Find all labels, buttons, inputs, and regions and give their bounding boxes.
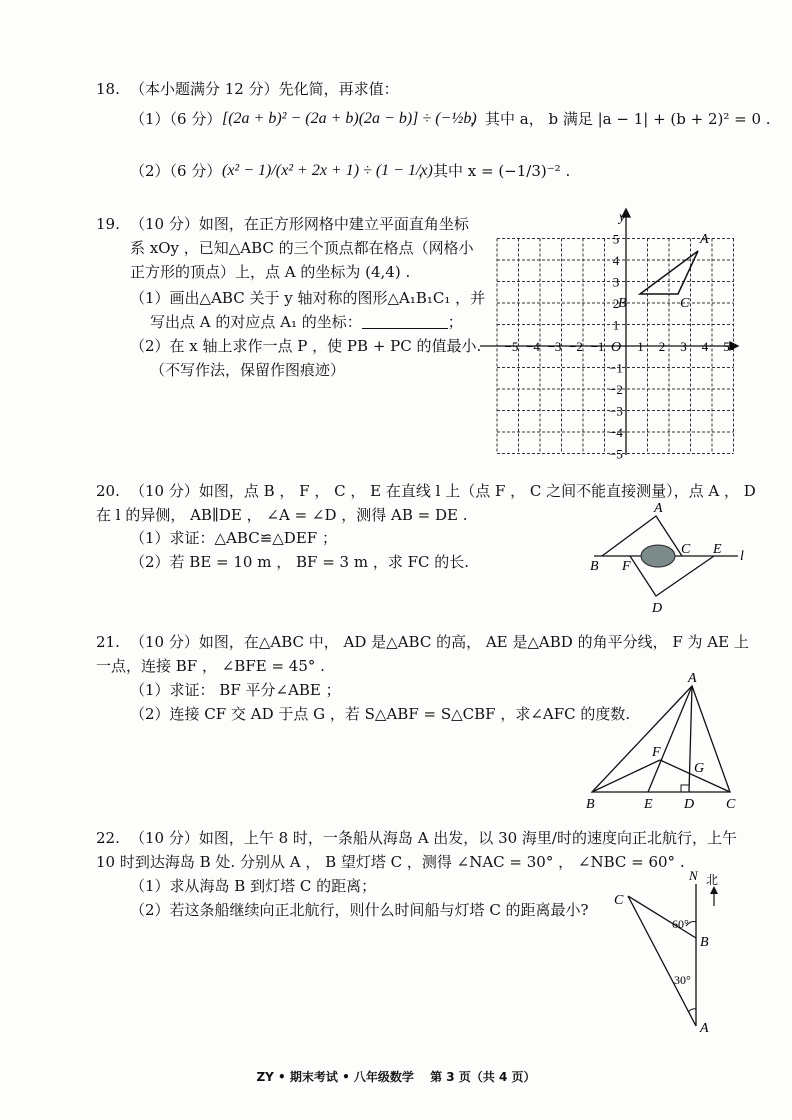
- segment-ac: [628, 896, 696, 1026]
- x-tick-label: −1: [590, 339, 605, 354]
- page-footer: ZY • 期末考试 • 八年级数学 第 3 页（共 4 页）: [256, 1070, 536, 1084]
- right-angle-mark: [681, 785, 689, 792]
- q19-line3: 正方形的顶点）上，点 A 的坐标为 (4,4) .: [130, 263, 411, 281]
- label-e: E: [713, 542, 722, 557]
- point-a-label: A: [700, 232, 709, 247]
- answer-blank[interactable]: [362, 314, 448, 329]
- q21-figure: [580, 668, 750, 818]
- label-g: G: [694, 761, 705, 776]
- q22-part2: （2）若这条船继续向正北航行，则什么时间船与灯塔 C 的距离最小?: [130, 901, 589, 919]
- x-tick-label: −4: [526, 339, 540, 354]
- label-b: B: [586, 797, 595, 812]
- angle-arc-a: [688, 1009, 696, 1012]
- q19-number: 19.: [96, 215, 120, 233]
- angle-label-30: 30°: [674, 973, 691, 987]
- q19-coordinate-grid: [480, 205, 745, 465]
- label-f: F: [652, 745, 661, 760]
- north-arrow-icon: [710, 886, 718, 894]
- q18-part2-expression: (x² − 1)/(x² + 2x + 1) ÷ (1 − 1/x): [222, 162, 433, 179]
- origin-label: O: [610, 340, 622, 355]
- y-tick-label: 1: [612, 317, 620, 333]
- q20-figure: [580, 498, 750, 622]
- label-c: C: [614, 893, 624, 908]
- q18-number: 18.: [96, 80, 120, 98]
- y-tick-label: −3: [609, 403, 623, 419]
- label-a: A: [688, 671, 697, 686]
- label-c: C: [681, 542, 691, 557]
- q21-part2: （2）连接 CF 交 AD 于点 G ，若 S△ABF = S△CBF ，求∠AFC 的度数.: [130, 705, 631, 723]
- x-tick-label: 3: [680, 339, 687, 354]
- q18-heading: （本小题满分 12 分）先化简，再求值：: [130, 80, 399, 98]
- q19-line1: （10 分）如图，在正方形网格中建立平面直角坐标: [130, 215, 469, 233]
- y-axis-label: y: [619, 210, 626, 225]
- q20-line2: 在 l 的异侧， AB∥DE ， ∠A = ∠D ，测得 AB = DE .: [96, 506, 468, 524]
- q21-line1: （10 分）如图，在△ABC 中， AD 是△ABC 的高， AE 是△ABD 的角平分线， F 为 AE 上: [130, 633, 749, 651]
- q19-part1-end: ；: [447, 313, 463, 331]
- x-tick-label: 1: [637, 339, 644, 354]
- q22-figure: [608, 866, 738, 1042]
- q18-part2-label: （2）（6 分）: [130, 162, 222, 180]
- segment-ad: [689, 686, 692, 792]
- y-tick-label: 2: [612, 296, 620, 311]
- point-b-label: B: [618, 296, 627, 311]
- y-tick-label: −2: [609, 382, 623, 397]
- q19-part2-line2: （不写作法，保留作图痕迹）: [150, 361, 346, 379]
- label-n: N: [689, 868, 698, 883]
- label-a: A: [700, 1021, 709, 1036]
- q18-part1-label: （1）（6 分）: [130, 110, 222, 128]
- label-c: C: [726, 797, 736, 812]
- q20-line1: （10 分）如图，点 B ， F ， C ， E 在直线 l 上（点 F ， C 之间不能直接测量），点 A ， D: [130, 482, 756, 500]
- x-tick-label: −5: [504, 339, 519, 354]
- q18-part2-condition: ，其中 x = (−1/3)⁻² .: [418, 162, 571, 180]
- triangle-abc: [640, 251, 698, 294]
- obstacle-ellipse: [641, 545, 675, 567]
- q19-line2: 系 xOy ，已知△ABC 的三个顶点都在格点（网格小: [130, 239, 474, 257]
- angle-label-60: 60°: [672, 917, 689, 931]
- x-axis-label: x: [728, 339, 735, 354]
- label-l: l: [740, 549, 744, 564]
- q20-part2: （2）若 BE = 10 m ， BF = 3 m ，求 FC 的长.: [130, 553, 470, 571]
- label-a: A: [654, 501, 663, 516]
- label-d: D: [652, 601, 663, 616]
- q19-part1-prompt: 写出点 A 的对应点 A₁ 的坐标：: [150, 313, 362, 331]
- q22-line2: 10 时到达海岛 B 处. 分别从 A ， B 望灯塔 C ，测得 ∠NAC = 30° ， ∠NBC = 60° .: [96, 853, 685, 871]
- x-tick-label: 4: [701, 339, 709, 354]
- triangle-abc: [592, 686, 730, 792]
- segment-ae: [648, 686, 692, 792]
- q22-part1: （1）求从海岛 B 到灯塔 C 的距离；: [130, 877, 377, 895]
- x-tick-label: 2: [658, 339, 666, 354]
- point-c-label: C: [680, 296, 690, 311]
- q20-part1: （1）求证：△ABC≌△DEF ；: [130, 529, 337, 547]
- q22-number: 22.: [96, 829, 120, 847]
- q19-part1-line1: （1）画出△ABC 关于 y 轴对称的图形△A₁B₁C₁ ，并: [130, 289, 486, 307]
- label-e: E: [644, 797, 653, 812]
- q22-line1: （10 分）如图，上午 8 时，一条船从海岛 A 出发，以 30 海里/时的速度向正北航行，上午: [130, 829, 737, 847]
- label-b: B: [700, 935, 709, 950]
- q21-number: 21.: [96, 633, 120, 651]
- q21-part1: （1）求证： BF 平分∠ABE ；: [130, 681, 341, 699]
- q21-line2: 一点，连接 BF ， ∠BFE = 45° .: [96, 657, 325, 675]
- label-b: B: [590, 559, 599, 574]
- y-tick-label: −1: [609, 360, 623, 376]
- label-north: 北: [706, 873, 719, 887]
- q18-part1-condition: ，其中 a， b 满足 |a − 1| + (b + 2)² = 0 .: [470, 110, 771, 128]
- x-tick-label: −2: [569, 339, 583, 354]
- q20-number: 20.: [96, 482, 120, 500]
- q19-part1-line2: [150, 313, 463, 331]
- y-tick-label: 5: [612, 231, 620, 247]
- q19-part2-line1: （2）在 x 轴上求作一点 P ，使 PB + PC 的值最小.: [130, 337, 482, 355]
- y-tick-label: 3: [612, 274, 620, 290]
- q18-part1-expression: [(2a + b)² − (2a + b)(2a − b)] ÷ (−½b): [222, 110, 477, 127]
- y-tick-label: −5: [609, 446, 623, 462]
- label-f: F: [622, 559, 631, 574]
- label-d: D: [684, 797, 695, 812]
- y-tick-label: −4: [609, 425, 623, 440]
- x-tick-label: 5: [723, 339, 730, 354]
- x-tick-label: −3: [547, 339, 562, 354]
- y-tick-label: 4: [612, 253, 620, 268]
